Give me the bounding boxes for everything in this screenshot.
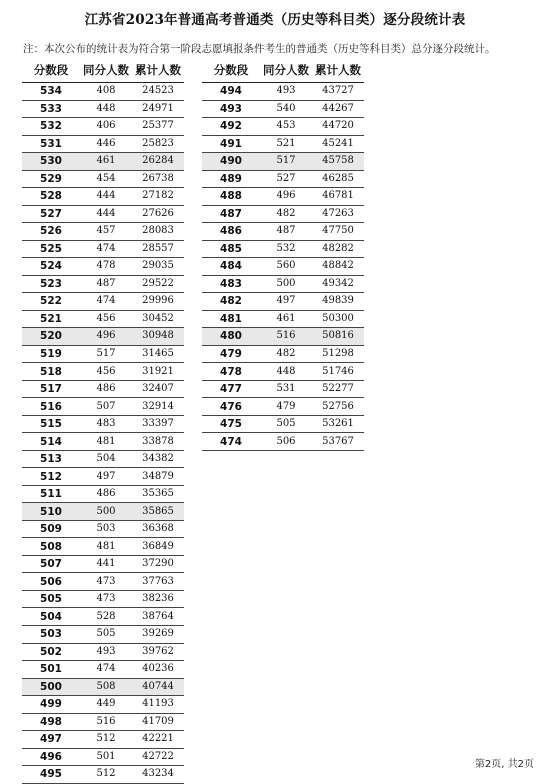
score-cell: 526 xyxy=(22,223,80,241)
cumulative-cell: 46285 xyxy=(312,170,364,188)
table-row xyxy=(22,188,184,206)
table-row xyxy=(22,731,184,749)
cumulative-cell: 26738 xyxy=(132,170,184,188)
same-count-cell: 478 xyxy=(80,258,132,276)
score-cell: 521 xyxy=(22,310,80,328)
cumulative-cell: 26284 xyxy=(132,153,184,171)
same-count-cell: 406 xyxy=(80,118,132,136)
score-cell: 516 xyxy=(22,398,80,416)
score-cell: 486 xyxy=(202,223,260,241)
page-footer: 第2页, 共2页 xyxy=(474,759,534,770)
score-cell: 515 xyxy=(22,415,80,433)
score-cell: 494 xyxy=(202,83,260,101)
table-row xyxy=(202,100,364,118)
score-cell: 524 xyxy=(22,258,80,276)
table-row xyxy=(22,625,184,643)
table-row xyxy=(22,100,184,118)
cumulative-cell: 32407 xyxy=(132,380,184,398)
same-count-cell: 482 xyxy=(260,205,312,223)
same-count-cell: 441 xyxy=(80,555,132,573)
same-count-cell: 531 xyxy=(260,380,312,398)
same-count-cell: 448 xyxy=(260,363,312,381)
same-count-cell: 493 xyxy=(80,643,132,661)
cumulative-cell: 24523 xyxy=(132,83,184,101)
same-count-cell: 496 xyxy=(80,328,132,346)
cumulative-cell: 41193 xyxy=(132,696,184,714)
header-same-count: 同分人数 xyxy=(80,58,132,83)
score-cell: 497 xyxy=(22,731,80,749)
same-count-cell: 504 xyxy=(80,450,132,468)
same-count-cell: 483 xyxy=(80,415,132,433)
header-score: 分数段 xyxy=(202,58,260,83)
cumulative-cell: 46781 xyxy=(312,188,364,206)
table-row xyxy=(22,205,184,223)
same-count-cell: 507 xyxy=(80,398,132,416)
table-row xyxy=(22,310,184,328)
same-count-cell: 486 xyxy=(80,380,132,398)
table-row xyxy=(22,503,184,521)
cumulative-cell: 29035 xyxy=(132,258,184,276)
same-count-cell: 449 xyxy=(80,696,132,714)
table-row xyxy=(22,468,184,486)
cumulative-cell: 25377 xyxy=(132,118,184,136)
score-cell: 498 xyxy=(22,713,80,731)
same-count-cell: 500 xyxy=(80,503,132,521)
same-count-cell: 508 xyxy=(80,678,132,696)
same-count-cell: 474 xyxy=(80,240,132,258)
cumulative-cell: 51746 xyxy=(312,363,364,381)
table-row xyxy=(22,450,184,468)
cumulative-cell: 43727 xyxy=(312,83,364,101)
same-count-cell: 444 xyxy=(80,205,132,223)
same-count-cell: 501 xyxy=(80,748,132,766)
score-cell: 493 xyxy=(202,100,260,118)
cumulative-cell: 38236 xyxy=(132,590,184,608)
table-body-right xyxy=(202,83,364,451)
table-row xyxy=(22,608,184,626)
table-row xyxy=(202,380,364,398)
score-cell: 483 xyxy=(202,275,260,293)
table-row xyxy=(22,153,184,171)
table-row xyxy=(202,398,364,416)
cumulative-cell: 34382 xyxy=(132,450,184,468)
same-count-cell: 487 xyxy=(80,275,132,293)
same-count-cell: 506 xyxy=(260,433,312,451)
cumulative-cell: 45241 xyxy=(312,135,364,153)
same-count-cell: 540 xyxy=(260,100,312,118)
cumulative-cell: 25823 xyxy=(132,135,184,153)
same-count-cell: 456 xyxy=(80,310,132,328)
table-row xyxy=(22,223,184,241)
same-count-cell: 487 xyxy=(260,223,312,241)
score-cell: 518 xyxy=(22,363,80,381)
cumulative-cell: 38764 xyxy=(132,608,184,626)
cumulative-cell: 37763 xyxy=(132,573,184,591)
same-count-cell: 500 xyxy=(260,275,312,293)
score-cell: 522 xyxy=(22,293,80,311)
cumulative-cell: 36849 xyxy=(132,538,184,556)
table-row xyxy=(202,363,364,381)
table-row xyxy=(22,380,184,398)
table-row xyxy=(202,415,364,433)
score-cell: 533 xyxy=(22,100,80,118)
same-count-cell: 516 xyxy=(260,328,312,346)
score-cell: 488 xyxy=(202,188,260,206)
same-count-cell: 461 xyxy=(80,153,132,171)
score-cell: 532 xyxy=(22,118,80,136)
cumulative-cell: 33878 xyxy=(132,433,184,451)
score-cell: 525 xyxy=(22,240,80,258)
same-count-cell: 457 xyxy=(80,223,132,241)
score-cell: 517 xyxy=(22,380,80,398)
same-count-cell: 474 xyxy=(80,661,132,679)
score-cell: 510 xyxy=(22,503,80,521)
same-count-cell: 517 xyxy=(80,345,132,363)
cumulative-cell: 27626 xyxy=(132,205,184,223)
same-count-cell: 456 xyxy=(80,363,132,381)
score-cell: 489 xyxy=(202,170,260,188)
same-count-cell: 486 xyxy=(80,485,132,503)
table-row xyxy=(22,170,184,188)
score-cell: 530 xyxy=(22,153,80,171)
same-count-cell: 444 xyxy=(80,188,132,206)
same-count-cell: 517 xyxy=(260,153,312,171)
cumulative-cell: 42722 xyxy=(132,748,184,766)
table-row xyxy=(22,696,184,714)
table-row xyxy=(22,363,184,381)
cumulative-cell: 47263 xyxy=(312,205,364,223)
same-count-cell: 503 xyxy=(80,520,132,538)
same-count-cell: 461 xyxy=(260,310,312,328)
table-row xyxy=(22,573,184,591)
header-cumulative: 累计人数 xyxy=(312,58,364,83)
score-cell: 520 xyxy=(22,328,80,346)
same-count-cell: 527 xyxy=(260,170,312,188)
cumulative-cell: 34879 xyxy=(132,468,184,486)
score-cell: 508 xyxy=(22,538,80,556)
table-row xyxy=(22,766,184,784)
score-cell: 484 xyxy=(202,258,260,276)
same-count-cell: 532 xyxy=(260,240,312,258)
cumulative-cell: 37290 xyxy=(132,555,184,573)
same-count-cell: 512 xyxy=(80,731,132,749)
header-cumulative: 累计人数 xyxy=(132,58,184,83)
score-cell: 490 xyxy=(202,153,260,171)
table-note: 注：本次公布的统计表为符合第一阶段志愿填报条件考生的普通类（历史等科目类）总分逐分段统计。 xyxy=(23,43,496,55)
same-count-cell: 448 xyxy=(80,100,132,118)
table-row xyxy=(22,240,184,258)
same-count-cell: 512 xyxy=(80,766,132,784)
score-cell: 482 xyxy=(202,293,260,311)
table-row xyxy=(22,83,184,101)
table-header-row xyxy=(202,58,364,83)
score-cell: 531 xyxy=(22,135,80,153)
score-cell: 514 xyxy=(22,433,80,451)
cumulative-cell: 28083 xyxy=(132,223,184,241)
table-row xyxy=(22,275,184,293)
table-row xyxy=(22,258,184,276)
table-row xyxy=(202,433,364,451)
cumulative-cell: 35365 xyxy=(132,485,184,503)
cumulative-cell: 24971 xyxy=(132,100,184,118)
score-cell: 502 xyxy=(22,643,80,661)
header-score: 分数段 xyxy=(22,58,80,83)
same-count-cell: 408 xyxy=(80,83,132,101)
score-table-right xyxy=(202,58,364,451)
same-count-cell: 474 xyxy=(80,293,132,311)
cumulative-cell: 47750 xyxy=(312,223,364,241)
table-row xyxy=(22,643,184,661)
cumulative-cell: 29996 xyxy=(132,293,184,311)
cumulative-cell: 39762 xyxy=(132,643,184,661)
table-header-row xyxy=(22,58,184,83)
same-count-cell: 482 xyxy=(260,345,312,363)
cumulative-cell: 30452 xyxy=(132,310,184,328)
score-cell: 519 xyxy=(22,345,80,363)
table-row xyxy=(22,328,184,346)
same-count-cell: 473 xyxy=(80,590,132,608)
table-row xyxy=(202,240,364,258)
cumulative-cell: 50816 xyxy=(312,328,364,346)
cumulative-cell: 39269 xyxy=(132,625,184,643)
cumulative-cell: 45758 xyxy=(312,153,364,171)
table-row xyxy=(22,398,184,416)
table-row xyxy=(22,415,184,433)
same-count-cell: 496 xyxy=(260,188,312,206)
same-count-cell: 497 xyxy=(260,293,312,311)
score-cell: 477 xyxy=(202,380,260,398)
table-body-left xyxy=(22,83,184,784)
score-cell: 527 xyxy=(22,205,80,223)
score-table-left xyxy=(22,58,184,784)
cumulative-cell: 52277 xyxy=(312,380,364,398)
score-cell: 507 xyxy=(22,555,80,573)
table-row xyxy=(22,520,184,538)
table-row xyxy=(202,293,364,311)
table-row xyxy=(22,135,184,153)
score-cell: 523 xyxy=(22,275,80,293)
same-count-cell: 505 xyxy=(80,625,132,643)
cumulative-cell: 53261 xyxy=(312,415,364,433)
same-count-cell: 528 xyxy=(80,608,132,626)
table-row xyxy=(202,258,364,276)
table-row xyxy=(22,433,184,451)
table-row xyxy=(202,83,364,101)
same-count-cell: 479 xyxy=(260,398,312,416)
table-row xyxy=(202,310,364,328)
score-cell: 475 xyxy=(202,415,260,433)
same-count-cell: 521 xyxy=(260,135,312,153)
score-cell: 495 xyxy=(22,766,80,784)
table-row xyxy=(202,170,364,188)
cumulative-cell: 49839 xyxy=(312,293,364,311)
table-row xyxy=(22,661,184,679)
table-row xyxy=(22,590,184,608)
score-cell: 499 xyxy=(22,696,80,714)
score-cell: 492 xyxy=(202,118,260,136)
table-row xyxy=(22,118,184,136)
cumulative-cell: 44720 xyxy=(312,118,364,136)
score-cell: 509 xyxy=(22,520,80,538)
cumulative-cell: 53767 xyxy=(312,433,364,451)
score-cell: 500 xyxy=(22,678,80,696)
table-row xyxy=(22,555,184,573)
score-cell: 504 xyxy=(22,608,80,626)
cumulative-cell: 52756 xyxy=(312,398,364,416)
table-row xyxy=(22,345,184,363)
cumulative-cell: 43234 xyxy=(132,766,184,784)
cumulative-cell: 48842 xyxy=(312,258,364,276)
cumulative-cell: 49342 xyxy=(312,275,364,293)
score-cell: 511 xyxy=(22,485,80,503)
same-count-cell: 497 xyxy=(80,468,132,486)
cumulative-cell: 44267 xyxy=(312,100,364,118)
cumulative-cell: 40236 xyxy=(132,661,184,679)
cumulative-cell: 30948 xyxy=(132,328,184,346)
score-cell: 503 xyxy=(22,625,80,643)
same-count-cell: 453 xyxy=(260,118,312,136)
same-count-cell: 481 xyxy=(80,433,132,451)
cumulative-cell: 27182 xyxy=(132,188,184,206)
score-cell: 501 xyxy=(22,661,80,679)
table-row xyxy=(22,713,184,731)
table-row xyxy=(22,748,184,766)
same-count-cell: 560 xyxy=(260,258,312,276)
cumulative-cell: 48282 xyxy=(312,240,364,258)
same-count-cell: 516 xyxy=(80,713,132,731)
score-cell: 512 xyxy=(22,468,80,486)
score-cell: 496 xyxy=(22,748,80,766)
cumulative-cell: 29522 xyxy=(132,275,184,293)
cumulative-cell: 32914 xyxy=(132,398,184,416)
table-row xyxy=(202,345,364,363)
cumulative-cell: 33397 xyxy=(132,415,184,433)
same-count-cell: 481 xyxy=(80,538,132,556)
table-row xyxy=(202,135,364,153)
score-cell: 506 xyxy=(22,573,80,591)
cumulative-cell: 50300 xyxy=(312,310,364,328)
table-row xyxy=(22,485,184,503)
table-row xyxy=(22,293,184,311)
score-cell: 478 xyxy=(202,363,260,381)
cumulative-cell: 28557 xyxy=(132,240,184,258)
score-cell: 528 xyxy=(22,188,80,206)
score-cell: 491 xyxy=(202,135,260,153)
score-cell: 513 xyxy=(22,450,80,468)
table-row xyxy=(22,678,184,696)
same-count-cell: 505 xyxy=(260,415,312,433)
cumulative-cell: 40744 xyxy=(132,678,184,696)
score-cell: 505 xyxy=(22,590,80,608)
table-row xyxy=(22,538,184,556)
score-cell: 485 xyxy=(202,240,260,258)
same-count-cell: 454 xyxy=(80,170,132,188)
table-row xyxy=(202,223,364,241)
same-count-cell: 446 xyxy=(80,135,132,153)
page-title: 江苏省2023年普通高考普通类（历史等科目类）逐分段统计表 xyxy=(84,12,466,28)
cumulative-cell: 41709 xyxy=(132,713,184,731)
score-cell: 480 xyxy=(202,328,260,346)
table-row xyxy=(202,275,364,293)
table-row xyxy=(202,328,364,346)
cumulative-cell: 31921 xyxy=(132,363,184,381)
header-same-count: 同分人数 xyxy=(260,58,312,83)
cumulative-cell: 42221 xyxy=(132,731,184,749)
cumulative-cell: 51298 xyxy=(312,345,364,363)
score-cell: 529 xyxy=(22,170,80,188)
same-count-cell: 493 xyxy=(260,83,312,101)
table-row xyxy=(202,118,364,136)
table-row xyxy=(202,188,364,206)
score-cell: 481 xyxy=(202,310,260,328)
table-row xyxy=(202,153,364,171)
table-row xyxy=(202,205,364,223)
same-count-cell: 473 xyxy=(80,573,132,591)
cumulative-cell: 31465 xyxy=(132,345,184,363)
score-cell: 474 xyxy=(202,433,260,451)
cumulative-cell: 36368 xyxy=(132,520,184,538)
score-cell: 479 xyxy=(202,345,260,363)
cumulative-cell: 35865 xyxy=(132,503,184,521)
score-cell: 534 xyxy=(22,83,80,101)
score-cell: 476 xyxy=(202,398,260,416)
score-cell: 487 xyxy=(202,205,260,223)
